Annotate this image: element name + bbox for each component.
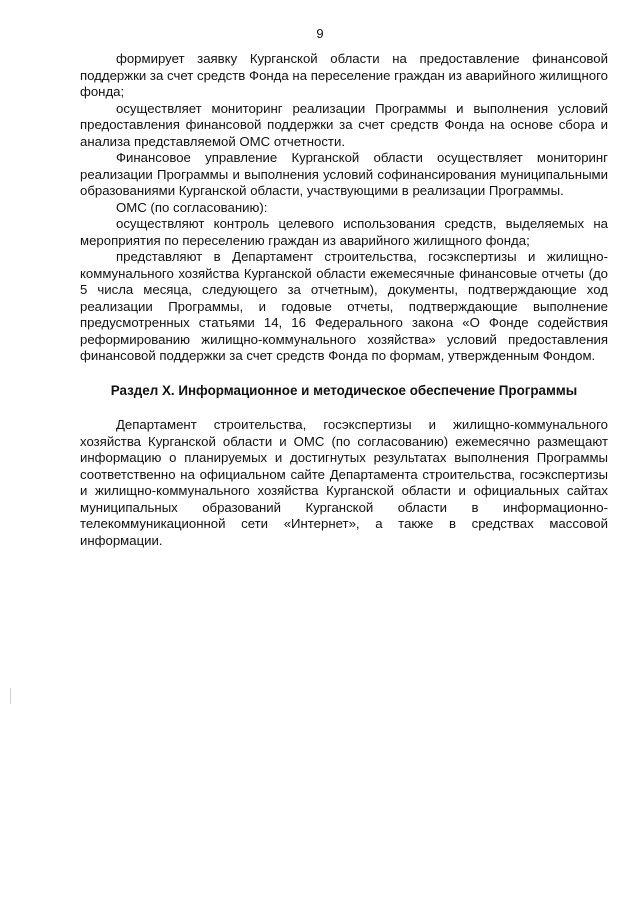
paragraph: осуществляют контроль целевого использования средств, выделяемых на мероприятия по переселению граждан из аварийного жилищного фонда;: [80, 216, 608, 248]
paragraph: Финансовое управление Курганской области осуществляет мониторинг реализации Программы и выполнения условий софинансирования муниципальными образованиями Курганской области, участвующими в реализации Программы.: [80, 150, 608, 198]
paragraph: Департамент строительства, госэкспертизы и жилищно-коммунального хозяйства Курганской области и ОМС (по согласованию) ежемесячно размещают информацию о планируемых и достигнутых результатах выполнения Программы соответственно на официальном сайте Департамента строительства, госэкспертизы и жилищно-коммунального хозяйства Курганской области и официальных сайтах муниципальных образований Курганской области в информационно-телекоммуникационной сети «Интернет», а также в средствах массовой информации.: [80, 417, 608, 548]
paragraph: представляют в Департамент строительства, госэкспертизы и жилищно-коммунального хозяйства Курганской области ежемесячные финансовые отчеты (до 5 числа месяца, следующего за отчетным), документы, подтверждающие ход реализации Программы, и годовые отчеты, подтверждающие выполнение предусмотренных статьями 14, 16 Федерального закона «О Фонде содействия реформированию жилищно-коммунального хозяйства» условий предоставления финансовой поддержки за счет средств Фонда по формам, утвержденным Фондом.: [80, 249, 608, 363]
scan-artifact: [10, 688, 11, 704]
paragraph: ОМС (по согласованию):: [116, 199, 268, 215]
section-heading: Раздел X. Информационное и методическое обеспечение Программы: [110, 382, 578, 398]
paragraph: формирует заявку Курганской области на предоставление финансовой поддержки за счет средств Фонда на переселение граждан из аварийного жилищного фонда;: [80, 51, 608, 99]
paragraph: осуществляет мониторинг реализации Программы и выполнения условий предоставления финансовой поддержки за счет средств Фонда на основе сбора и анализа представляемой ОМС отчетности.: [80, 100, 608, 149]
document-body: [80, 51, 608, 549]
page-number: 9: [316, 26, 324, 41]
